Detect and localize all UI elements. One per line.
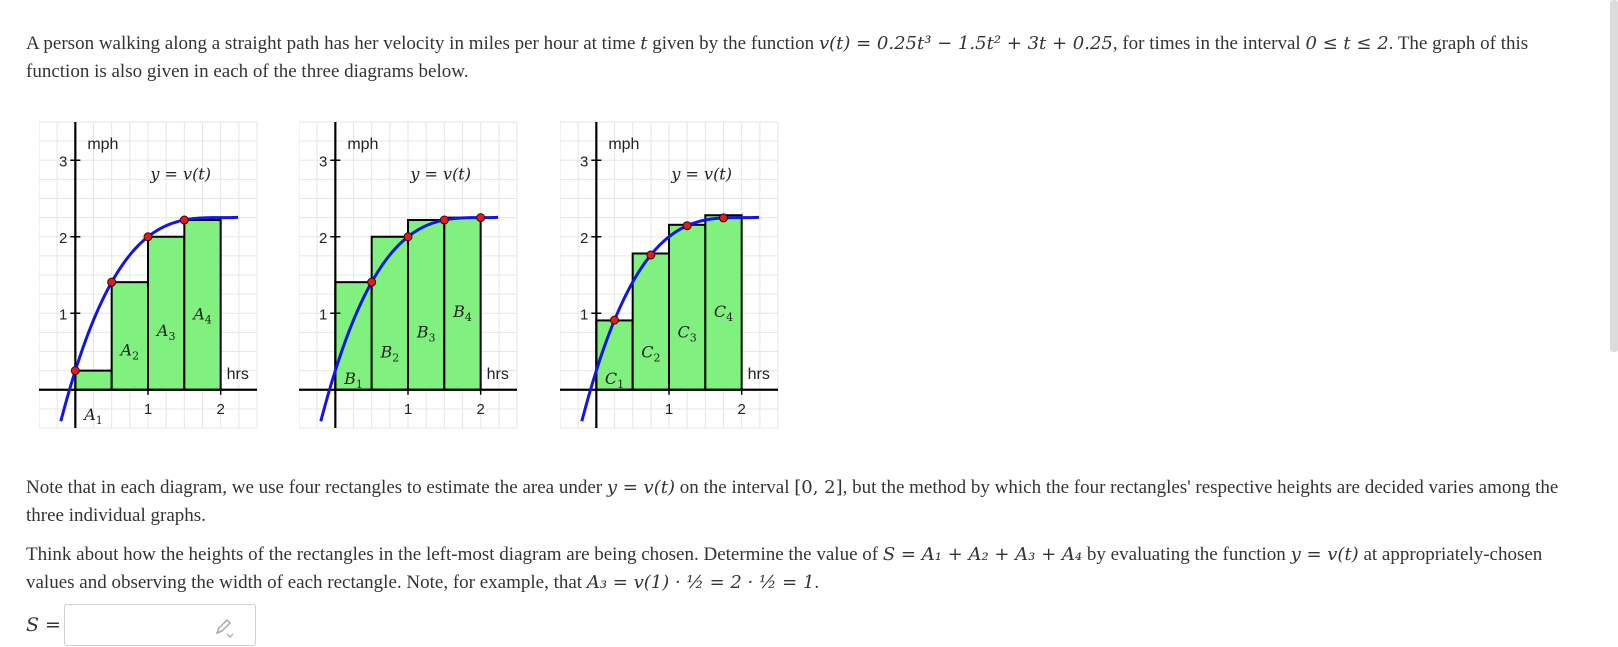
rectangle-a2 <box>112 282 148 390</box>
y-tick-label: 2 <box>58 229 68 247</box>
x-axis-label: hrs <box>747 365 770 383</box>
rectangle-a1 <box>75 371 111 390</box>
problem-content <box>26 30 1566 647</box>
sample-point <box>368 278 376 286</box>
answer-row <box>26 603 1566 647</box>
intro-paragraph <box>26 30 1566 86</box>
note-text-3: , but the method by which the four rectangles' respective heights are decided varies among the three individual graphs. <box>26 477 1559 526</box>
time-interval: 0 ≤ t ≤ 2 <box>1305 33 1389 54</box>
rectangle-label: $B_1$ <box>344 368 363 391</box>
rectangle-c3 <box>669 225 705 390</box>
x-axis-label: hrs <box>486 365 509 383</box>
question-text-3: at appropriately-chosen values and observing the width of each rectangle. Note, for example, that <box>26 544 1543 593</box>
question-text-4: . <box>814 572 820 593</box>
diagram-middle-graph <box>299 114 529 444</box>
velocity-function: v(t) = 0.25t³ − 1.5t² + 3t + 0.25 <box>818 33 1113 54</box>
answer-input[interactable] <box>64 604 256 646</box>
sample-point <box>180 216 188 224</box>
rectangle-label: $B_2$ <box>380 342 400 365</box>
diagram-left-graph <box>39 114 269 444</box>
x-axis-label: hrs <box>226 365 249 383</box>
note-paragraph <box>26 474 1566 530</box>
y-tick-label: 3 <box>579 153 589 171</box>
sample-point <box>108 278 116 286</box>
rectangle-label: $A_4$ <box>193 304 212 327</box>
rectangle-label: $B_3$ <box>416 322 436 345</box>
sample-point <box>720 214 728 222</box>
note-text-1: Note that in each diagram, we use four rectangles to estimate the area under <box>26 477 607 498</box>
curve-label: y = v(t) <box>150 164 211 184</box>
intro-text-4: . The graph of this function is also given in each of the three diagrams below. <box>26 33 1529 82</box>
curve-label: y = v(t) <box>410 164 471 184</box>
example-expression: A₃ = v(1) · ½ = 2 · ½ = 1 <box>586 572 815 593</box>
x-tick-label: 1 <box>143 400 153 418</box>
intro-text-2: given by the function <box>647 33 819 54</box>
rectangle-label: $A_3$ <box>156 321 176 344</box>
y-tick-label: 3 <box>58 153 68 171</box>
sample-point <box>611 316 619 324</box>
intro-text-3: , for times in the interval <box>1112 33 1306 54</box>
x-tick-label: 1 <box>664 400 674 418</box>
rectangle-label: $C_4$ <box>713 302 734 325</box>
sample-point <box>647 251 655 259</box>
curve-label: y = v(t) <box>671 164 732 184</box>
y-tick-label: 2 <box>579 229 589 247</box>
rectangle-label: $A_1$ <box>84 404 103 427</box>
question-equation: y = v(t) <box>1290 544 1359 565</box>
question-text-1: Think about how the heights of the rectangles in the left-most diagram are being chosen. Determine the value of <box>26 544 883 565</box>
rectangle-label: $B_4$ <box>453 302 472 325</box>
sample-point <box>440 216 448 224</box>
y-tick-label: 1 <box>58 306 68 324</box>
note-equation: y = v(t) <box>606 477 675 498</box>
y-axis-label: mph <box>608 135 640 153</box>
intro-text-1: A person walking along a straight path has her velocity in miles per hour at time <box>26 33 641 54</box>
sample-point <box>144 233 152 241</box>
sample-point <box>477 214 485 222</box>
rectangle-label: $C_2$ <box>641 342 661 365</box>
sum-expression: S = A₁ + A₂ + A₃ + A₄ <box>882 544 1083 565</box>
scrollbar[interactable] <box>1610 0 1618 352</box>
y-tick-label: 1 <box>318 306 328 324</box>
sample-point <box>683 222 691 230</box>
rectangle-a3 <box>148 237 184 390</box>
answer-label: S = <box>26 614 61 636</box>
x-tick-label: 2 <box>216 400 225 418</box>
x-tick-label: 1 <box>403 400 413 418</box>
y-axis-label: mph <box>347 135 379 153</box>
y-tick-label: 3 <box>318 153 328 171</box>
diagram-right-graph <box>560 114 790 444</box>
note-text-2: on the interval <box>675 477 795 498</box>
sample-point <box>404 233 412 241</box>
rectangle-b3 <box>408 220 444 390</box>
x-tick-label: 2 <box>737 400 746 418</box>
question-text-2: by evaluating the function <box>1082 544 1291 565</box>
diagram-middle <box>299 114 529 444</box>
rectangle-label: $C_3$ <box>677 322 697 345</box>
y-tick-label: 2 <box>318 229 328 247</box>
rectangle-b2 <box>372 237 408 390</box>
y-axis-label: mph <box>87 135 119 153</box>
note-interval: [0, 2] <box>794 477 843 498</box>
diagram-left <box>39 114 269 444</box>
sample-point <box>71 367 79 375</box>
question-paragraph <box>26 541 1566 597</box>
pencil-icon[interactable] <box>213 616 235 638</box>
diagrams <box>26 114 1566 444</box>
diagram-right <box>560 114 790 444</box>
x-tick-label: 2 <box>476 400 485 418</box>
intro-t: t <box>640 33 648 54</box>
rectangle-label: $C_1$ <box>604 368 625 391</box>
y-tick-label: 1 <box>579 306 589 324</box>
rectangle-label: $A_2$ <box>120 340 140 363</box>
